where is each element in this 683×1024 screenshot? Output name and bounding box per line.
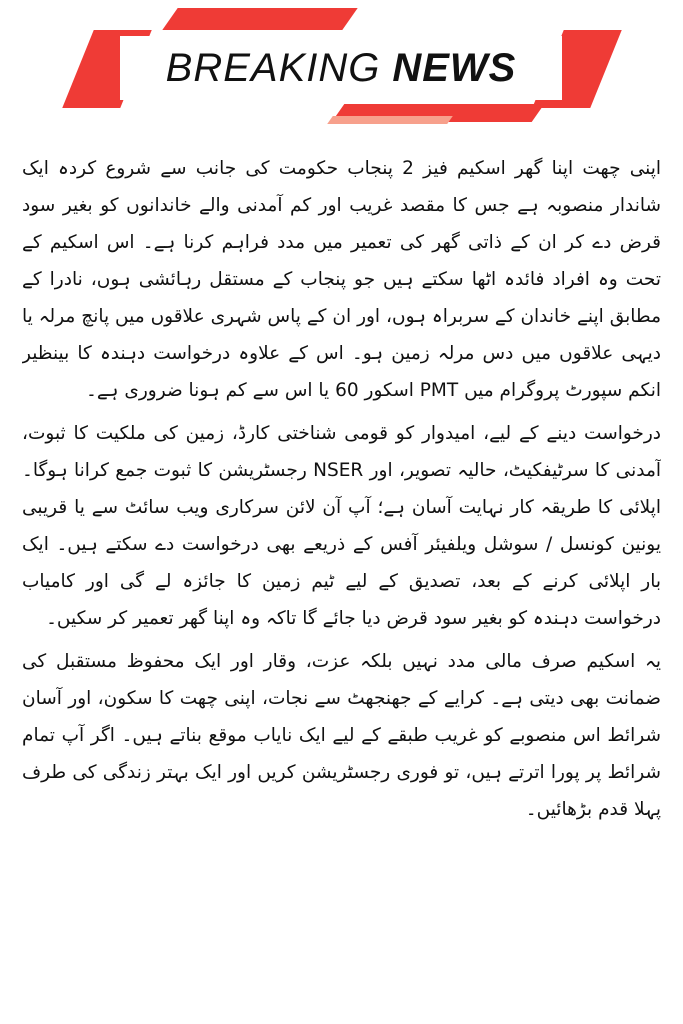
breaking-news-headline <box>120 36 562 100</box>
breaking-news-banner <box>0 0 683 130</box>
headline-news: NEWS <box>392 45 517 90</box>
banner-stripe-top <box>162 8 357 30</box>
article-body <box>22 150 661 1018</box>
headline-breaking: BREAKING <box>165 45 381 90</box>
article-paragraph-3: یہ اسکیم صرف مالی مدد نہیں بلکہ عزت، وقار اور ایک محفوظ مستقبل کی ضمانت بھی دیتی ہے۔ کرایے کے جھنجھٹ سے نجات، اپنی چھت کا سکون، اور آسان شرائط اس منصوبے کو غریب طبقے کے لیے ایک نایاب موقع بناتے ہیں۔ اگر آپ تمام شرائط پر پورا اترتے ہیں، تو فوری رجسٹریشن کریں اور ایک بہتر زندگی کی طرف پہلا قدم بڑھائیں۔ <box>22 651 661 820</box>
article-paragraph-2: درخواست دینے کے لیے، امیدوار کو قومی شناختی کارڈ، زمین کی ملکیت کا ثبوت، آمدنی کا سرٹیفکیٹ، حالیہ تصویر، اور NSER رجسٹریشن کا ثبوت جمع کرانا ہوگا۔ اپلائی کا طریقہ کار نہایت آسان ہے؛ آپ آن لائن سرکاری ویب سائٹ سے یا قریبی یونین کونسل / سوشل ویلفیئر آفس کے ذریعے بھی درخواست دے سکتے ہیں۔ ایک بار اپلائی کرنے کے بعد، تصدیق کے لیے ٹیم زمین کا جائزہ لے گی اور کامیاب درخواست دہندہ کو بغیر سود قرض دیا جائے گا تاکہ وہ اپنا گھر تعمیر کر سکیں۔ <box>22 423 661 629</box>
article-paragraph-1: اپنی چھت اپنا گھر اسکیم فیز 2 پنجاب حکومت کی جانب سے شروع کردہ ایک شاندار منصوبہ ہے جس کا مقصد غریب اور کم آمدنی والے خاندانوں کو بغیر سود قرض دے کر ان کے ذاتی گھر کی تعمیر میں مدد فراہم کرنا ہے۔ اس اسکیم کے تحت وہ افراد فائدہ اٹھا سکتے ہیں جو پنجاب کے مستقل رہائشی ہوں، نادرا کے مطابق اپنے خاندان کے سربراہ ہوں، اور ان کے پاس شہری علاقوں میں پانچ مرلہ یا دیہی علاقوں میں دس مرلہ زمین ہو۔ اس کے علاوہ درخواست دہندہ کا بینظیر انکم سپورٹ پروگرام میں PMT اسکور 60 یا اس سے کم ہونا ضروری ہے۔ <box>22 158 661 401</box>
banner-stripe-bottom-light <box>327 116 453 124</box>
